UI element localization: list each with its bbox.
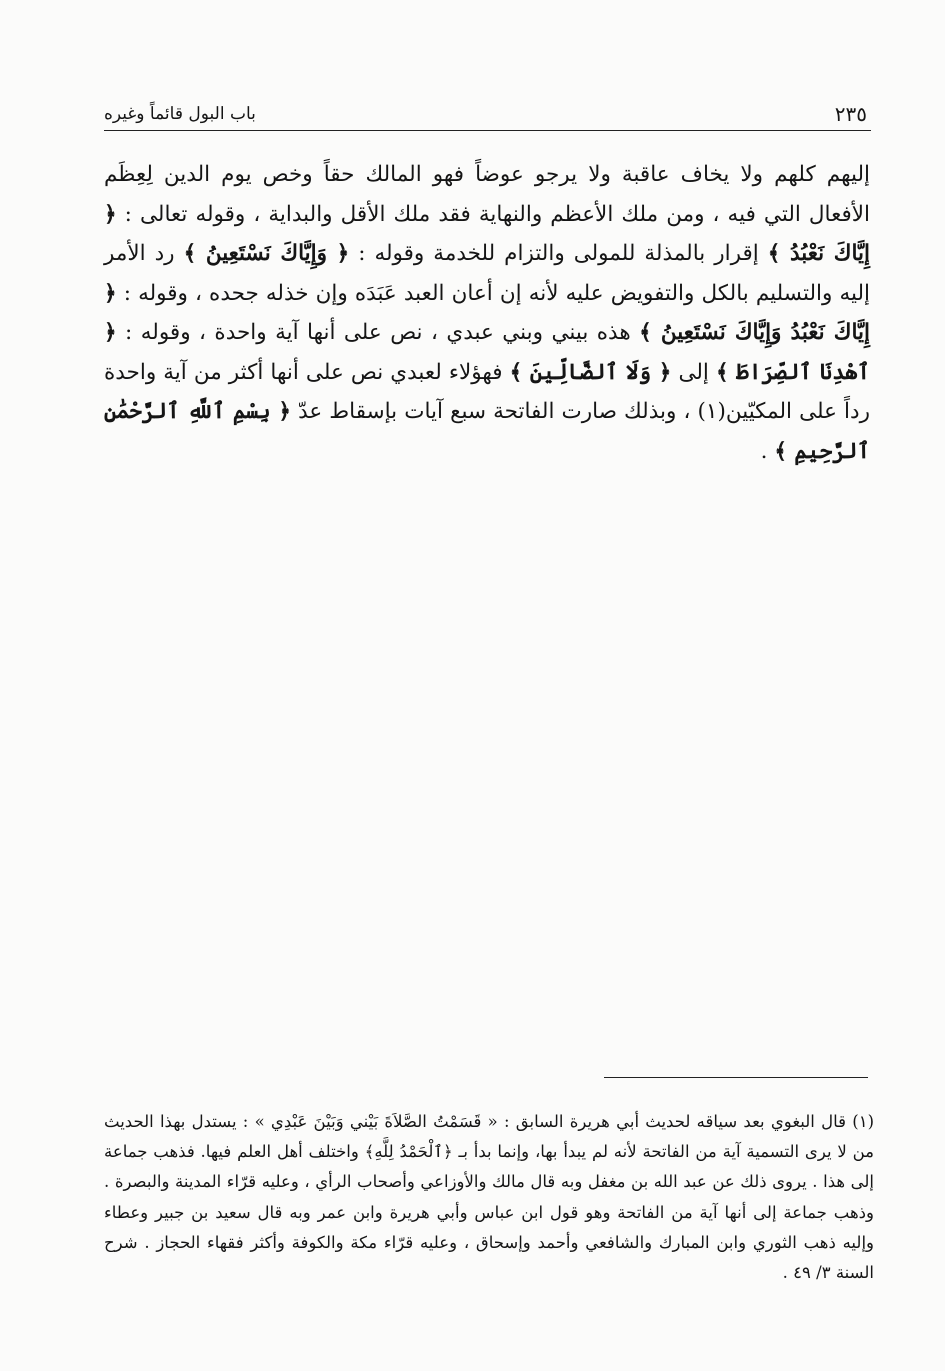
- text-segment: .: [760, 438, 775, 464]
- text-segment: إقرار بالمذلة للمولى والتزام للخدمة وقوله :: [349, 241, 768, 266]
- quran-verse: ﴿ ٱهْدِنَا ٱلصِّرَاطَ ﴾: [104, 320, 871, 385]
- header-rule: [104, 130, 871, 131]
- text-segment: فهؤلاء لعبدي نص على أنها أكثر من آية واحدة رداً على المكيّين(١) ، وبذلك صارت الفاتحة سبع آيات بإسقاط عدّ: [104, 359, 870, 424]
- running-title: باب البول قائماً وغيره: [104, 104, 256, 124]
- footnote: [104, 1107, 874, 1288]
- text-segment: إلى: [671, 359, 716, 385]
- text-segment: إليهم كلهم ولا يخاف عاقبة ولا يرجو عوضاً فهو المالك حقاً وخص يوم الدين لِعِظَم الأفعال التي فيه ، ومن ملك الأعظم والنهاية فقد ملك الأقل والبداية ، وقوله تعالى :: [104, 162, 870, 227]
- quran-verse: ﴿ وَلَا ٱلضَّالِّينَ ﴾: [509, 359, 672, 385]
- quran-verse: ﴿ وَإِيَّاكَ نَسْتَعِينُ ﴾: [183, 241, 350, 266]
- text-segment: رد الأمر إليه والتسليم بالكل والتفويض عليه لأنه إن أعان العبد عَبَدَه وإن خذله جحده ، وقوله :: [104, 241, 870, 306]
- page-number: ٢٣٥: [834, 102, 867, 126]
- main-paragraph: [104, 155, 870, 471]
- page-header: [104, 102, 869, 128]
- footnote-text: (١) قال البغوي بعد سياقه لحديث أبي هريرة السابق : « قَسَمْتُ الصَّلاَةَ بَيْني وَبَيْنَ عَبْدِي » : يستدل بهذا الحديث من لا يرى التسمية آية من الفاتحة لأنه لم يبدأ بها، وإنما بدأ بـ ﴿ٱلْحَمْدُ لِلَّهِ﴾ واختلف أهل العلم فيها. فذهب جماعة إلى هذا . يروى ذلك عن عبد الله بن مغفل وبه قال مالك والأوزاعي وأصحاب الرأي ، وعليه قرّاء المدينة والبصرة . وذهب جماعة إلى أنها آية من الفاتحة وهو قول ابن عباس وأبي هريرة وابن عمر وبه قال سعيد بن جبير وعطاء وإليه ذهب الثوري وابن المبارك والشافعي وأحمد وإسحاق ، وعليه قرّاء مكة والكوفة وأكثر فقهاء الحجاز . شرح السنة ٣/ ٤٩ .: [104, 1112, 874, 1283]
- quran-verse: ﴿ بِسْمِ ٱللَّهِ ٱلرَّحْمَٰنِ ٱلرَّحِيمِ ﴾: [104, 399, 870, 464]
- main-text: [104, 155, 870, 471]
- text-segment: هذه بيني وبني عبدي ، نص على أنها آية واحدة ، وقوله :: [116, 320, 640, 345]
- footnote-rule: [604, 1077, 868, 1078]
- quran-verse: ﴿ إِيَّاكَ نَعْبُدُ ﴾: [104, 201, 870, 266]
- quran-verse: ﴿ إِيَّاكَ نَعْبُدُ وَإِيَّاكَ نَسْتَعِينُ ﴾: [104, 280, 870, 345]
